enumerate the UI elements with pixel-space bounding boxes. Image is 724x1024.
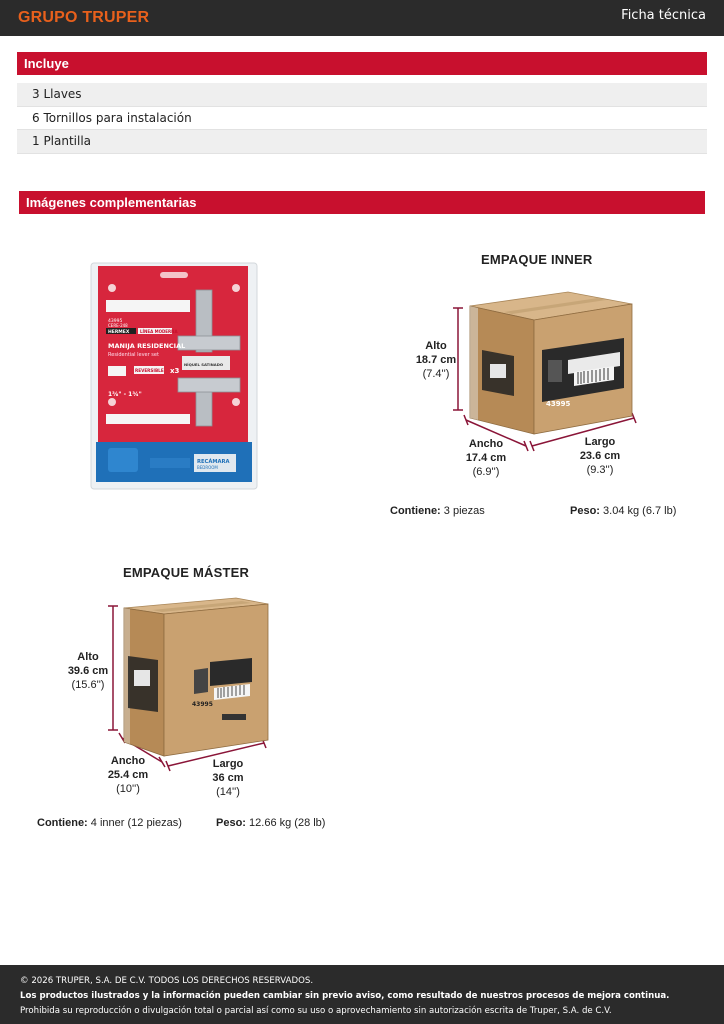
pkg-model: CERE-248	[108, 323, 128, 328]
inner-alto-in: (7.4'')	[422, 368, 450, 380]
inner-box-illustration	[448, 288, 648, 458]
inner-ancho-cm: 17.4 cm	[465, 452, 507, 464]
list-item: 1 Plantilla	[17, 130, 707, 154]
inner-ancho	[460, 437, 512, 479]
footer	[0, 965, 724, 1024]
inner-alto	[414, 339, 458, 381]
master-peso-value: 12.66 kg (28 lb)	[249, 817, 326, 829]
master-box-illustration	[102, 596, 274, 772]
top-bar	[0, 0, 724, 36]
footer-disclaimer: Los productos ilustrados y la información pueden cambiar sin previo aviso, como resultado de nuestros procesos de mejora continua.	[20, 991, 670, 1001]
pkg-reversible: REVERSIBLE	[135, 368, 164, 373]
footer-copyright: © 2026 TRUPER, S.A. DE C.V. TODOS LOS DERECHOS RESERVADOS.	[20, 976, 314, 986]
master-box-code: 43995	[192, 701, 213, 708]
master-contiene-label: Contiene:	[37, 817, 88, 829]
pkg-name-en: Residential lever set	[108, 352, 159, 358]
master-ancho	[102, 754, 154, 796]
footer-prohibition: Prohibida su reproducción o divulgación total o parcial así como su uso o aprovechamiento sin autorización escrita de Truper, S.A. de C.V.	[20, 1006, 612, 1016]
pkg-line: LÍNEA MODERNA	[140, 329, 178, 334]
list-item: 6 Tornillos para instalación	[17, 107, 707, 131]
grupo-truper-logo: GRUPO TRUPER	[18, 9, 150, 26]
master-title: EMPAQUE MÁSTER	[123, 565, 250, 580]
master-alto	[66, 650, 110, 692]
pkg-quantity: x3	[170, 367, 180, 375]
pkg-room-en: BEDROOM	[197, 465, 218, 470]
pkg-room: RECÁMARA	[197, 459, 230, 465]
pkg-code: 43995	[108, 319, 123, 324]
master-contiene-value: 4 inner (12 piezas)	[90, 817, 182, 829]
incluye-list	[17, 83, 707, 154]
master-peso	[216, 817, 325, 829]
inner-contiene-label: Contiene:	[390, 505, 441, 517]
master-ancho-label: Ancho	[110, 755, 146, 767]
imagenes-header: Imágenes complementarias	[19, 191, 705, 214]
inner-ancho-in: (6.9'')	[472, 466, 500, 478]
incluye-header: Incluye	[17, 52, 707, 75]
inner-alto-cm: 18.7 cm	[415, 354, 457, 366]
inner-largo-label: Largo	[584, 436, 616, 448]
inner-largo-cm: 23.6 cm	[579, 450, 621, 462]
inner-peso-label: Peso:	[570, 505, 600, 517]
product-package-image	[90, 262, 258, 490]
master-peso-label: Peso:	[216, 817, 246, 829]
inner-box-code: 43995	[546, 400, 571, 408]
inner-ancho-label: Ancho	[468, 438, 504, 450]
master-alto-in: (15.6'')	[71, 679, 105, 691]
inner-contiene-value: 3 piezas	[443, 505, 485, 517]
inner-peso-value: 3.04 kg (6.7 lb)	[603, 505, 677, 517]
pkg-name: MANIJA RESIDENCIAL	[108, 342, 186, 350]
master-largo-in: (14'')	[216, 786, 240, 798]
doc-type-label: Ficha técnica	[621, 8, 706, 23]
master-ancho-cm: 25.4 cm	[107, 769, 149, 781]
inner-peso	[570, 505, 676, 517]
inner-largo	[574, 435, 626, 477]
master-largo-cm: 36 cm	[212, 772, 244, 784]
pkg-finish: NÍQUEL SATINADO	[184, 362, 224, 367]
master-ancho-in: (10'')	[116, 783, 140, 795]
master-contiene	[37, 817, 182, 829]
master-largo	[202, 757, 254, 799]
pkg-brand: HERMEX	[108, 330, 130, 335]
master-alto-cm: 39.6 cm	[67, 665, 109, 677]
master-largo-label: Largo	[212, 758, 244, 770]
list-item: 3 Llaves	[17, 83, 707, 107]
inner-largo-in: (9.3'')	[586, 464, 614, 476]
inner-title: EMPAQUE INNER	[481, 252, 593, 267]
pkg-sizes: 1⅜" - 1¾"	[108, 391, 142, 398]
inner-alto-label: Alto	[425, 340, 447, 352]
master-alto-label: Alto	[77, 651, 99, 663]
inner-contiene	[390, 505, 485, 517]
